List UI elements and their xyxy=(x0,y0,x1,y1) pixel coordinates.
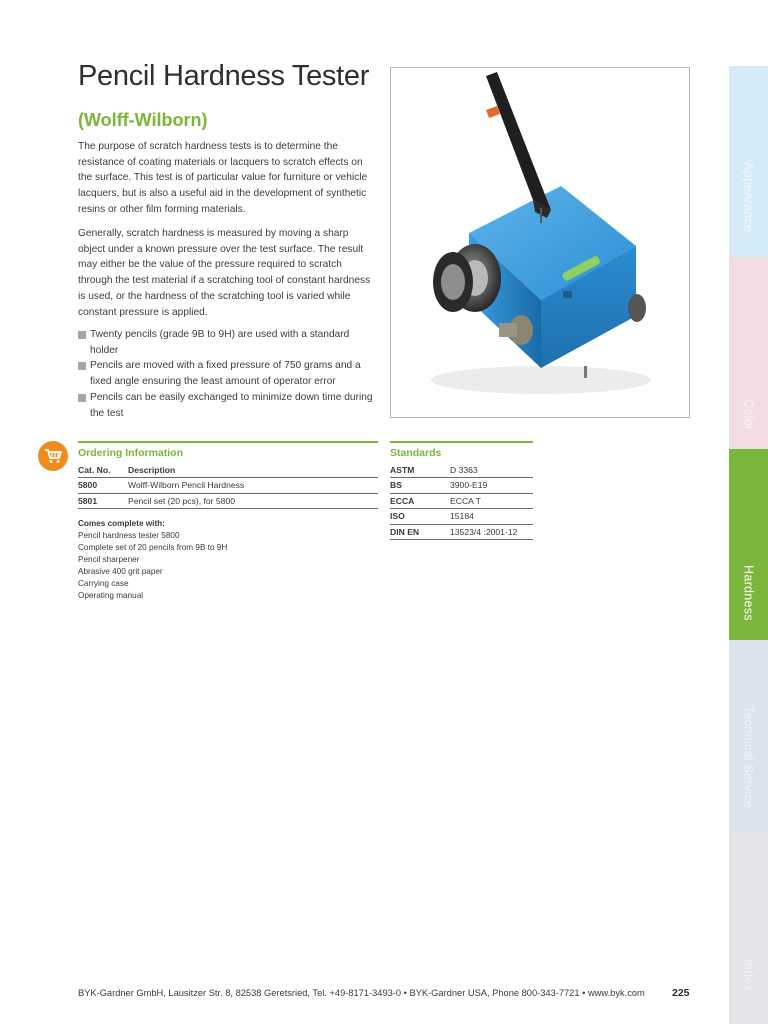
page-number: 225 xyxy=(672,987,690,999)
ordering-table xyxy=(78,462,378,509)
table-row xyxy=(390,493,533,509)
cart-glyph-icon xyxy=(44,448,62,464)
description: Pencil set (20 pcs), for 5800 xyxy=(122,493,378,509)
standard-name: ASTM xyxy=(390,462,450,478)
standard-name: DIN EN xyxy=(390,524,450,540)
tab-technical-service[interactable]: Technical Service xyxy=(729,640,768,831)
footer-contact: BYK-Gardner GmbH, Lausitzer Str. 8, 82538 Geretsried, Tel. +49-8171-3493-0 • BYK-Gardner USA, Phone 800-343-7721 • www.byk.com xyxy=(78,988,645,998)
list-item: Pencil hardness tester 5800 xyxy=(78,531,180,540)
feature-item: Twenty pencils (grade 9B to 9H) are used with a standard holder xyxy=(78,327,378,358)
feature-item: Pencils can be easily exchanged to minimize down time during the test xyxy=(78,390,378,421)
list-item: Abrasive 400 grit paper xyxy=(78,567,163,576)
intro-paragraph-2: Generally, scratch hardness is measured by moving a sharp object under a known pressure over the test surface. The result may either be the value of the pressure required to scratch through the test material if a scratching tool of constant hardness is used, or the hardness of the scratching tool is varied while constant pressure is applied. xyxy=(78,228,371,318)
standard-value: 13523/4 :2001-12 xyxy=(450,524,533,540)
table-row xyxy=(390,478,533,494)
list-item: Pencil sharpener xyxy=(78,555,140,564)
description: Wolff-Wilborn Pencil Hardness xyxy=(122,478,378,494)
bullet-square-icon xyxy=(78,394,86,402)
bullet-square-icon xyxy=(78,362,86,370)
table-row xyxy=(390,462,533,478)
column-header-cat: Cat. No. xyxy=(78,462,122,478)
included-items xyxy=(78,518,227,602)
feature-list xyxy=(78,327,378,421)
ordering-heading: Ordering Information xyxy=(78,441,378,459)
standard-value: 3900-E19 xyxy=(450,478,533,494)
section-tabs xyxy=(729,66,768,1024)
list-item: Operating manual xyxy=(78,591,144,600)
table-row xyxy=(78,493,378,509)
table-row xyxy=(390,524,533,540)
cat-number: 5800 xyxy=(78,478,122,494)
standards-heading: Standards xyxy=(390,441,533,459)
standard-value: D 3363 xyxy=(450,462,533,478)
pencil-hardness-tester-image xyxy=(391,68,690,418)
shopping-cart-icon xyxy=(38,441,68,471)
list-item: Complete set of 20 pencils from 9B to 9H xyxy=(78,543,228,552)
standards-table xyxy=(390,462,533,540)
column-header-description: Description xyxy=(122,462,378,478)
feature-item: Pencils are moved with a fixed pressure of 750 grams and a fixed angle ensuring the least amount of operator error xyxy=(78,358,378,389)
cat-number: 5801 xyxy=(78,493,122,509)
tab-color[interactable]: Color xyxy=(729,257,768,449)
standard-name: ISO xyxy=(390,509,450,525)
bullet-square-icon xyxy=(78,331,86,339)
tab-hardness[interactable]: Hardness xyxy=(729,449,768,640)
page-subtitle: (Wolff-Wilborn) xyxy=(78,110,208,130)
standard-value: ECCA T xyxy=(450,493,533,509)
standard-name: BS xyxy=(390,478,450,494)
included-heading: Comes complete with: xyxy=(78,519,165,528)
table-row xyxy=(390,509,533,525)
table-header-row xyxy=(78,462,378,478)
standard-value: 15184 xyxy=(450,509,533,525)
product-photo xyxy=(390,67,690,418)
list-item: Carrying case xyxy=(78,579,129,588)
standard-name: ECCA xyxy=(390,493,450,509)
tab-index[interactable]: Index xyxy=(729,831,768,1024)
table-row xyxy=(78,478,378,494)
page-title: Pencil Hardness Tester xyxy=(78,60,370,92)
tab-appearance[interactable]: Appearance xyxy=(729,66,768,257)
intro-paragraph-1: The purpose of scratch hardness tests is to determine the resistance of coating materials or lacquers to scratch effects on the surface. This test is of particular value for furniture or vehicle lacquers, but is also a useful aid in the development of synthetic resins or other film forming materials. xyxy=(78,141,368,215)
